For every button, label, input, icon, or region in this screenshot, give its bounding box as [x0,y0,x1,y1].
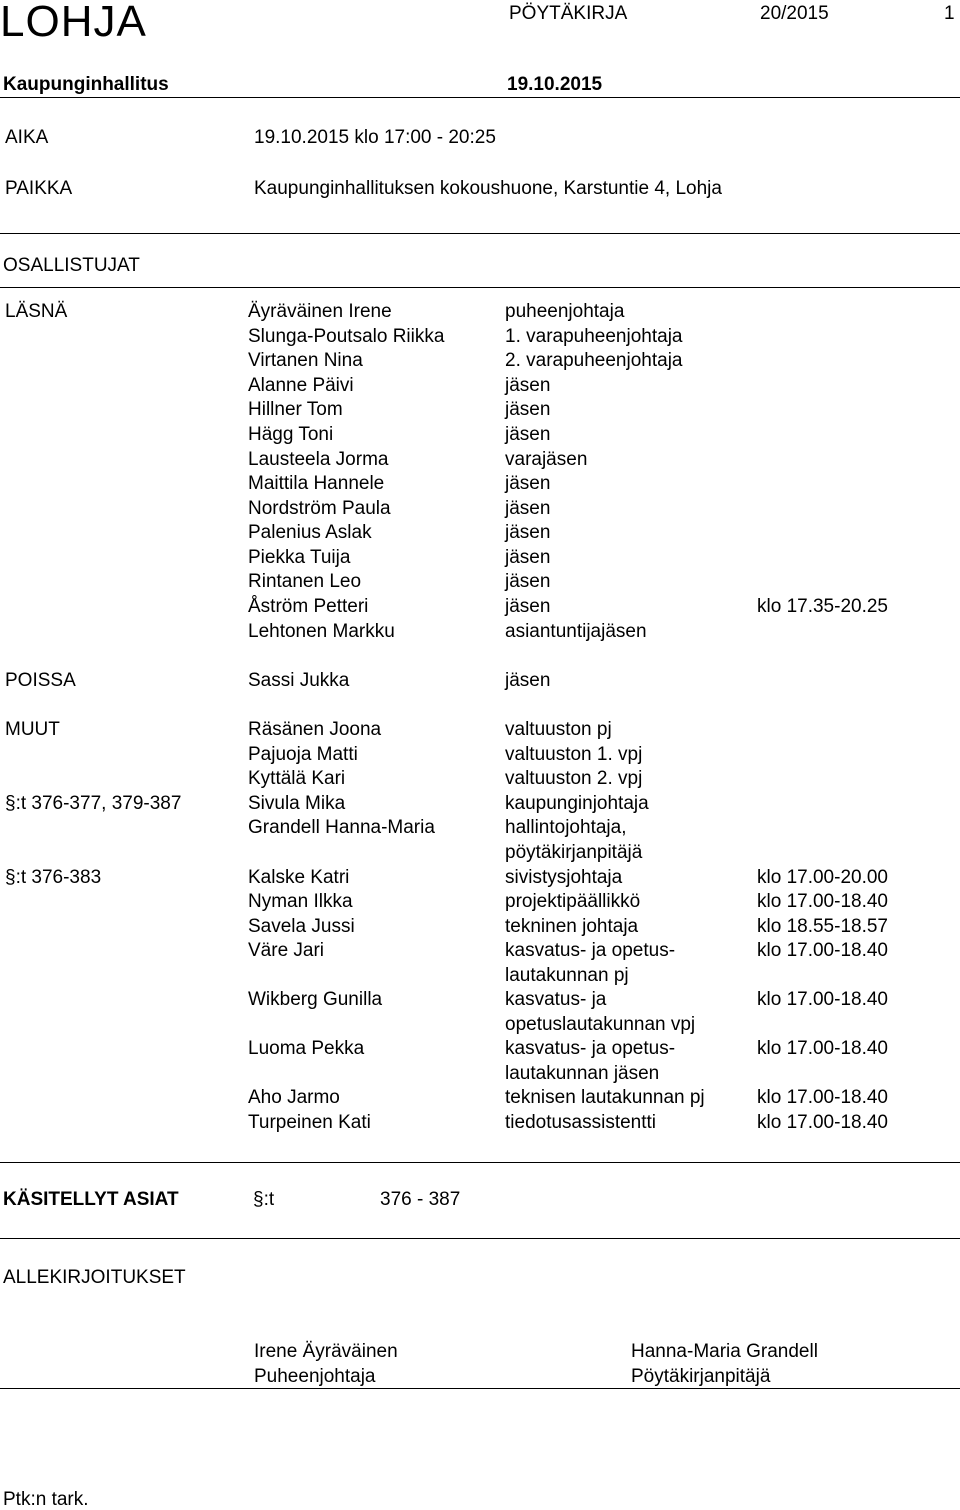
participant-role: jäsen [505,473,551,494]
participant-role: jäsen [505,596,551,617]
participant-name: Turpeinen Kati [248,1112,371,1133]
document-type: PÖYTÄKIRJA [509,3,628,24]
time-value: 19.10.2015 klo 17:00 - 20:25 [254,127,496,148]
participant-row [0,1013,960,1037]
participant-role: sivistysjohtaja [505,867,623,888]
participant-time: klo 17.00-18.40 [757,1038,888,1059]
participant-name: Rintanen Leo [248,571,362,592]
participant-name: Slunga-Poutsalo Riikka [248,326,445,347]
participant-row [0,939,960,963]
participant-row [0,570,960,594]
handled-label: KÄSITELLYT ASIAT [3,1189,179,1210]
participant-role: kasvatus- ja opetus- [505,1038,676,1059]
participant-row [0,988,960,1012]
chair-title: Puheenjohtaja [254,1366,376,1387]
signatures-divider [0,1388,960,1389]
participant-name: Kyttälä Kari [248,768,346,789]
participant-row [0,423,960,447]
header-divider [0,97,960,98]
participant-name: Räsänen Joona [248,719,382,740]
participant-name: Äyräväinen Irene [248,301,392,322]
participant-role: tekninen johtaja [505,916,639,937]
participant-row [0,497,960,521]
signatures-heading: ALLEKIRJOITUKSET [3,1267,186,1288]
participant-name: Nordström Paula [248,498,391,519]
participant-time: klo 17.00-18.40 [757,940,888,961]
place-label: PAIKKA [5,178,73,199]
participant-role: opetuslautakunnan vpj [505,1014,696,1035]
participant-time: klo 17.00-18.40 [757,1087,888,1108]
participant-row [0,890,960,914]
participant-row [0,841,960,865]
participant-name: Virtanen Nina [248,350,363,371]
participant-row [0,767,960,791]
lohja-logo: LOHJA [0,0,147,46]
participant-role: projektipäällikkö [505,891,641,912]
participant-row [0,816,960,840]
participant-role: jäsen [505,399,551,420]
participant-row [0,300,960,324]
participant-row [0,792,960,816]
participant-time: klo 17.00-18.40 [757,989,888,1010]
participant-name: Sassi Jukka [248,670,350,691]
secretary-name: Hanna-Maria Grandell [631,1341,818,1362]
participant-role: kasvatus- ja opetus- [505,940,676,961]
participant-row [0,915,960,939]
participant-row [0,866,960,890]
participant-role: tiedotusassistentti [505,1112,657,1133]
participant-role: jäsen [505,571,551,592]
place-value: Kaupunginhallituksen kokoushuone, Karstuntie 4, Lohja [254,178,722,199]
participant-name: Alanne Päivi [248,375,354,396]
participant-name: Åström Petteri [248,596,369,617]
group-label: LÄSNÄ [5,301,68,322]
participant-row [0,374,960,398]
participant-time: klo 17.00-18.40 [757,891,888,912]
participant-name: Väre Jari [248,940,325,961]
participant-name: Kalske Katri [248,867,350,888]
participant-row [0,325,960,349]
participant-name: Aho Jarmo [248,1087,340,1108]
participant-time: klo 18.55-18.57 [757,916,888,937]
participant-row [0,521,960,545]
participant-row [0,1062,960,1086]
group-label: §:t 376-377, 379-387 [5,793,182,814]
participant-name: Palenius Aslak [248,522,372,543]
participant-name: Luoma Pekka [248,1038,365,1059]
participant-row [0,718,960,742]
page-number: 1 [944,3,955,24]
participant-name: Savela Jussi [248,916,355,937]
participant-name: Piekka Tuija [248,547,351,568]
handled-range: 376 - 387 [380,1189,461,1210]
participant-role: jäsen [505,498,551,519]
participant-name: Wikberg Gunilla [248,989,383,1010]
participant-role: jäsen [505,522,551,543]
committee-name: Kaupunginhallitus [3,74,169,95]
participant-role: varajäsen [505,449,588,470]
participant-role: 2. varapuheenjohtaja [505,350,683,371]
participant-row [0,398,960,422]
participant-row [0,349,960,373]
group-label: §:t 376-383 [5,867,102,888]
participant-role: kasvatus- ja [505,989,607,1010]
handled-sections: §:t [253,1189,275,1210]
participant-role: lautakunnan jäsen [505,1063,660,1084]
participant-name: Grandell Hanna-Maria [248,817,435,838]
participant-role: jäsen [505,547,551,568]
meeting-date: 19.10.2015 [507,74,603,95]
participant-role: pöytäkirjanpitäjä [505,842,643,863]
participant-row [0,546,960,570]
participant-time: klo 17.35-20.25 [757,596,888,617]
group-label: MUUT [5,719,60,740]
participant-name: Maittila Hannele [248,473,385,494]
time-label: AIKA [5,127,49,148]
group-label: POISSA [5,670,76,691]
participant-time: klo 17.00-18.40 [757,1112,888,1133]
participant-role: valtuuston 2. vpj [505,768,643,789]
secretary-title: Pöytäkirjanpitäjä [631,1366,771,1387]
participant-row [0,472,960,496]
participant-row [0,448,960,472]
chair-name: Irene Äyräväinen [254,1341,398,1362]
participant-role: hallintojohtaja, [505,817,627,838]
participant-role: puheenjohtaja [505,301,625,322]
participant-role: valtuuston 1. vpj [505,744,643,765]
participant-row [0,595,960,619]
participant-time: klo 17.00-20.00 [757,867,888,888]
participant-role: asiantuntijajäsen [505,621,647,642]
participant-row [0,1086,960,1110]
participant-name: Nyman Ilkka [248,891,353,912]
participant-name: Sivula Mika [248,793,346,814]
document-number: 20/2015 [760,3,829,24]
participant-row [0,669,960,693]
participant-role: lautakunnan pj [505,965,629,986]
minutes-checker-label: Ptk:n tark. [3,1489,89,1510]
participant-name: Lehtonen Markku [248,621,395,642]
participant-row [0,964,960,988]
participants-heading: OSALLISTUJAT [3,255,140,276]
participants-divider [0,287,960,288]
participant-role: jäsen [505,375,551,396]
participant-role: valtuuston pj [505,719,612,740]
participant-row [0,743,960,767]
participant-name: Hägg Toni [248,424,334,445]
participant-role: jäsen [505,424,551,445]
participant-role: teknisen lautakunnan pj [505,1087,705,1108]
participant-name: Pajuoja Matti [248,744,358,765]
participant-row [0,1111,960,1135]
handled-divider [0,1238,960,1239]
participant-role: kaupunginjohtaja [505,793,649,814]
participants-end-divider [0,1162,960,1163]
participant-row [0,620,960,644]
participant-name: Hillner Tom [248,399,343,420]
meeting-divider [0,233,960,234]
participant-name: Lausteela Jorma [248,449,389,470]
participant-row [0,1037,960,1061]
participant-role: jäsen [505,670,551,691]
participant-role: 1. varapuheenjohtaja [505,326,683,347]
